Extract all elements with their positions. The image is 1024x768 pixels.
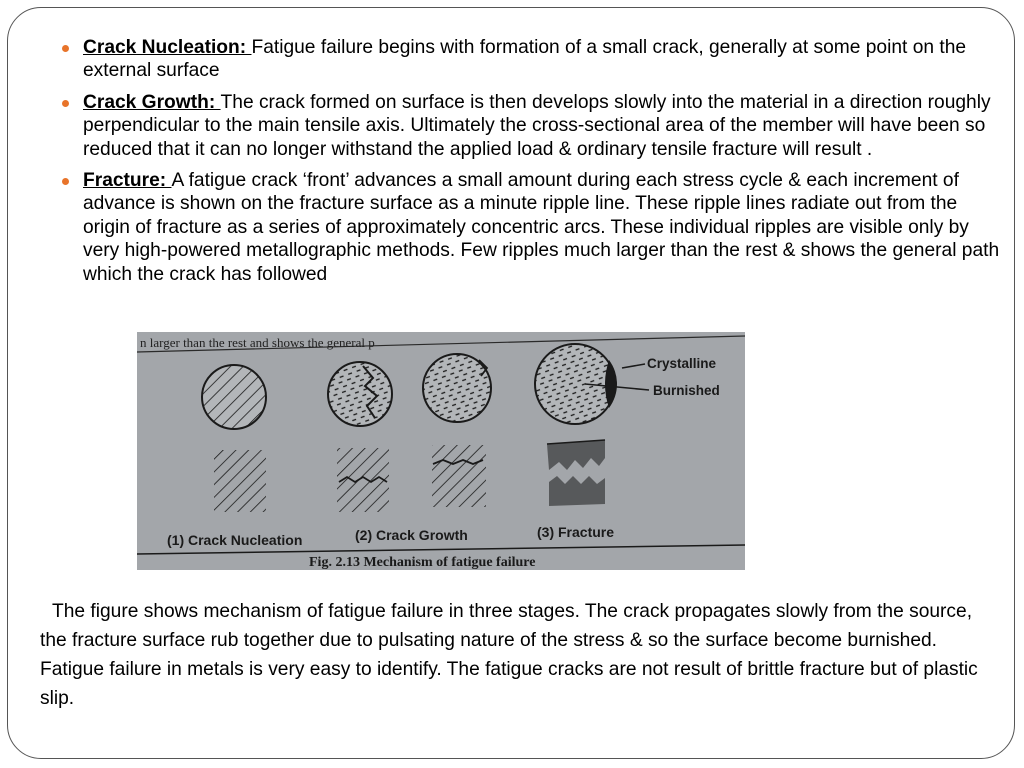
nucleation-side-view-icon xyxy=(214,450,266,512)
bullet-icon xyxy=(62,45,69,52)
bullet-text: The crack formed on surface is then develops slowly into the material in a direction roughly perpendicular to the main tensile axis. Ultimately the cross-sectional area of the member will have been so reduced that it can no longer withstand the applied load & ordinary tensile fracture will result . xyxy=(83,91,991,160)
summary-paragraph: The figure shows mechanism of fatigue failure in three stages. The crack propagates slowly from the source, the fracture surface rub together due to pulsating nature of the stress & so the surface become burnished. Fatigue failure in metals is very easy to identify. The fatigue cracks are not result of brittle fracture but of plastic slip. xyxy=(40,601,978,709)
growth-side-view-2-icon xyxy=(432,445,486,507)
bullet-term: Fracture: xyxy=(83,170,172,192)
bullet-crack-nucleation xyxy=(62,36,1007,83)
bullet-text: A fatigue crack ‘front’ advances a small amount during each stress cycle & each increment of advance is shown on the fracture surface as a minute ripple line. These ripple lines radiate out from the origin of fracture as a series of approximately concentric arcs. These individual ripples are visible only by very high-powered metallographic methods. Few ripples much larger than the rest & shows the general path which the crack has followed xyxy=(83,170,1000,285)
bullet-crack-growth xyxy=(62,91,1007,161)
growth-ripples-cross-section-icon xyxy=(417,350,497,430)
fatigue-mechanism-figure xyxy=(137,332,745,570)
crystalline-pointer xyxy=(622,364,645,368)
nucleation-cross-section-icon xyxy=(197,362,277,442)
label-crystalline: Crystalline xyxy=(647,356,717,371)
growth-side-view-icon xyxy=(337,448,389,512)
stage-label-crack-growth: (2) Crack Growth xyxy=(355,527,468,543)
stage-label-fracture: (3) Fracture xyxy=(537,524,615,540)
bullet-icon xyxy=(62,100,69,107)
bullet-fracture xyxy=(62,169,1007,286)
bullet-text: Fatigue failure begins with formation of a small crack, generally at some point on the external surface xyxy=(83,37,967,82)
bullet-list xyxy=(62,36,1007,294)
bullet-term: Crack Nucleation: xyxy=(83,37,252,58)
bullet-term: Crack Growth: xyxy=(83,91,221,113)
stage-label-crack-nucleation: (1) Crack Nucleation xyxy=(167,532,303,548)
figure-top-fragment: n larger than the rest and shows the general p xyxy=(140,335,375,350)
fracture-side-view-icon xyxy=(547,440,605,506)
figure-caption: Fig. 2.13 Mechanism of fatigue failure xyxy=(309,555,536,570)
growth-cross-section-icon xyxy=(322,357,402,437)
label-burnished: Burnished xyxy=(653,383,720,398)
bullet-icon xyxy=(62,178,69,185)
fracture-cross-section-icon xyxy=(532,342,622,432)
